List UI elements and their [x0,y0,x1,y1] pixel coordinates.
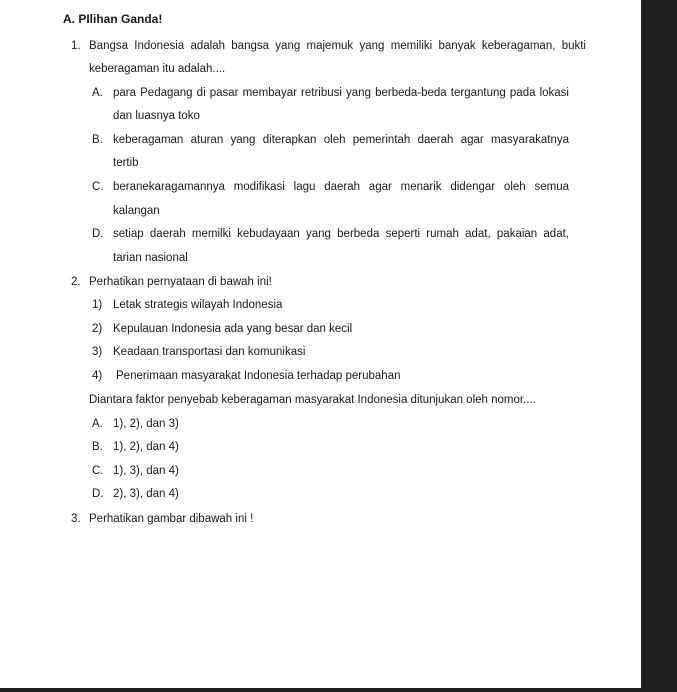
q1-option-c-line2[interactable]: kalangan [113,205,160,217]
q2-option-b[interactable]: 1), 2), dan 4) [113,441,179,453]
section-title: A. PIlihan Ganda! [63,12,163,26]
q1-option-a-letter[interactable]: A. [92,87,103,99]
q1-number: 1. [71,40,81,52]
bottom-dark-bar [0,688,677,692]
q2-number: 2. [71,276,81,288]
q1-option-a-line2[interactable]: dan luasnya toko [113,110,200,122]
q1-option-a-line1[interactable]: para Pedagang di pasar membayar retribusi yang berbeda-beda tergantung pada lokasi [113,87,569,99]
q2-option-d[interactable]: 2), 3), dan 4) [113,488,179,500]
q2-option-a-letter[interactable]: A. [92,418,103,430]
q1-option-d-letter[interactable]: D. [92,228,104,240]
q2-statement-4: Penerimaan masyarakat Indonesia terhadap perubahan [116,370,401,382]
q2-statement-4-number: 4) [92,370,103,382]
q3-text: Perhatikan gambar dibawah ini ! [89,513,254,525]
right-dark-bar [641,0,677,692]
q2-question: Diantara faktor penyebab keberagaman masyarakat Indonesia ditunjukan oleh nomor.... [89,394,536,406]
q1-option-d-line1[interactable]: setiap daerah memilki kebudayaan yang berbeda seperti rumah adat, pakaian adat, [113,228,569,240]
q1-option-b-letter[interactable]: B. [92,134,103,146]
q2-statement-2: Kepulauan Indonesia ada yang besar dan kecil [113,323,353,335]
q2-statement-3: Keadaan transportasi dan komunikasi [113,346,306,358]
q1-option-c-line1[interactable]: beranekaragamannya modifikasi lagu daerah agar menarik didengar oleh semua [113,181,569,193]
q1-option-c-letter[interactable]: C. [92,181,104,193]
q1-text-line1: Bangsa Indonesia adalah bangsa yang majemuk yang memiliki banyak keberagaman, bukti [89,40,586,52]
q2-option-c-letter[interactable]: C. [92,465,104,477]
q2-statement-2-number: 2) [92,323,103,335]
q2-option-b-letter[interactable]: B. [92,441,103,453]
q3-number: 3. [71,513,81,525]
q1-option-b-line1[interactable]: keberagaman aturan yang diterapkan oleh pemerintah daerah agar masyarakatnya [113,134,569,146]
q2-option-a[interactable]: 1), 2), dan 3) [113,418,179,430]
q2-statement-1: Letak strategis wilayah Indonesia [113,299,283,311]
q2-statement-1-number: 1) [92,299,103,311]
q2-option-c[interactable]: 1), 3), dan 4) [113,465,179,477]
q1-option-b-line2[interactable]: tertib [113,157,139,169]
q1-text-line2: keberagaman itu adalah.... [89,63,226,75]
q2-option-d-letter[interactable]: D. [92,488,104,500]
q2-text: Perhatikan pernyataan di bawah ini! [89,276,272,288]
q1-option-d-line2[interactable]: tarian nasional [113,252,188,264]
q2-statement-3-number: 3) [92,346,103,358]
